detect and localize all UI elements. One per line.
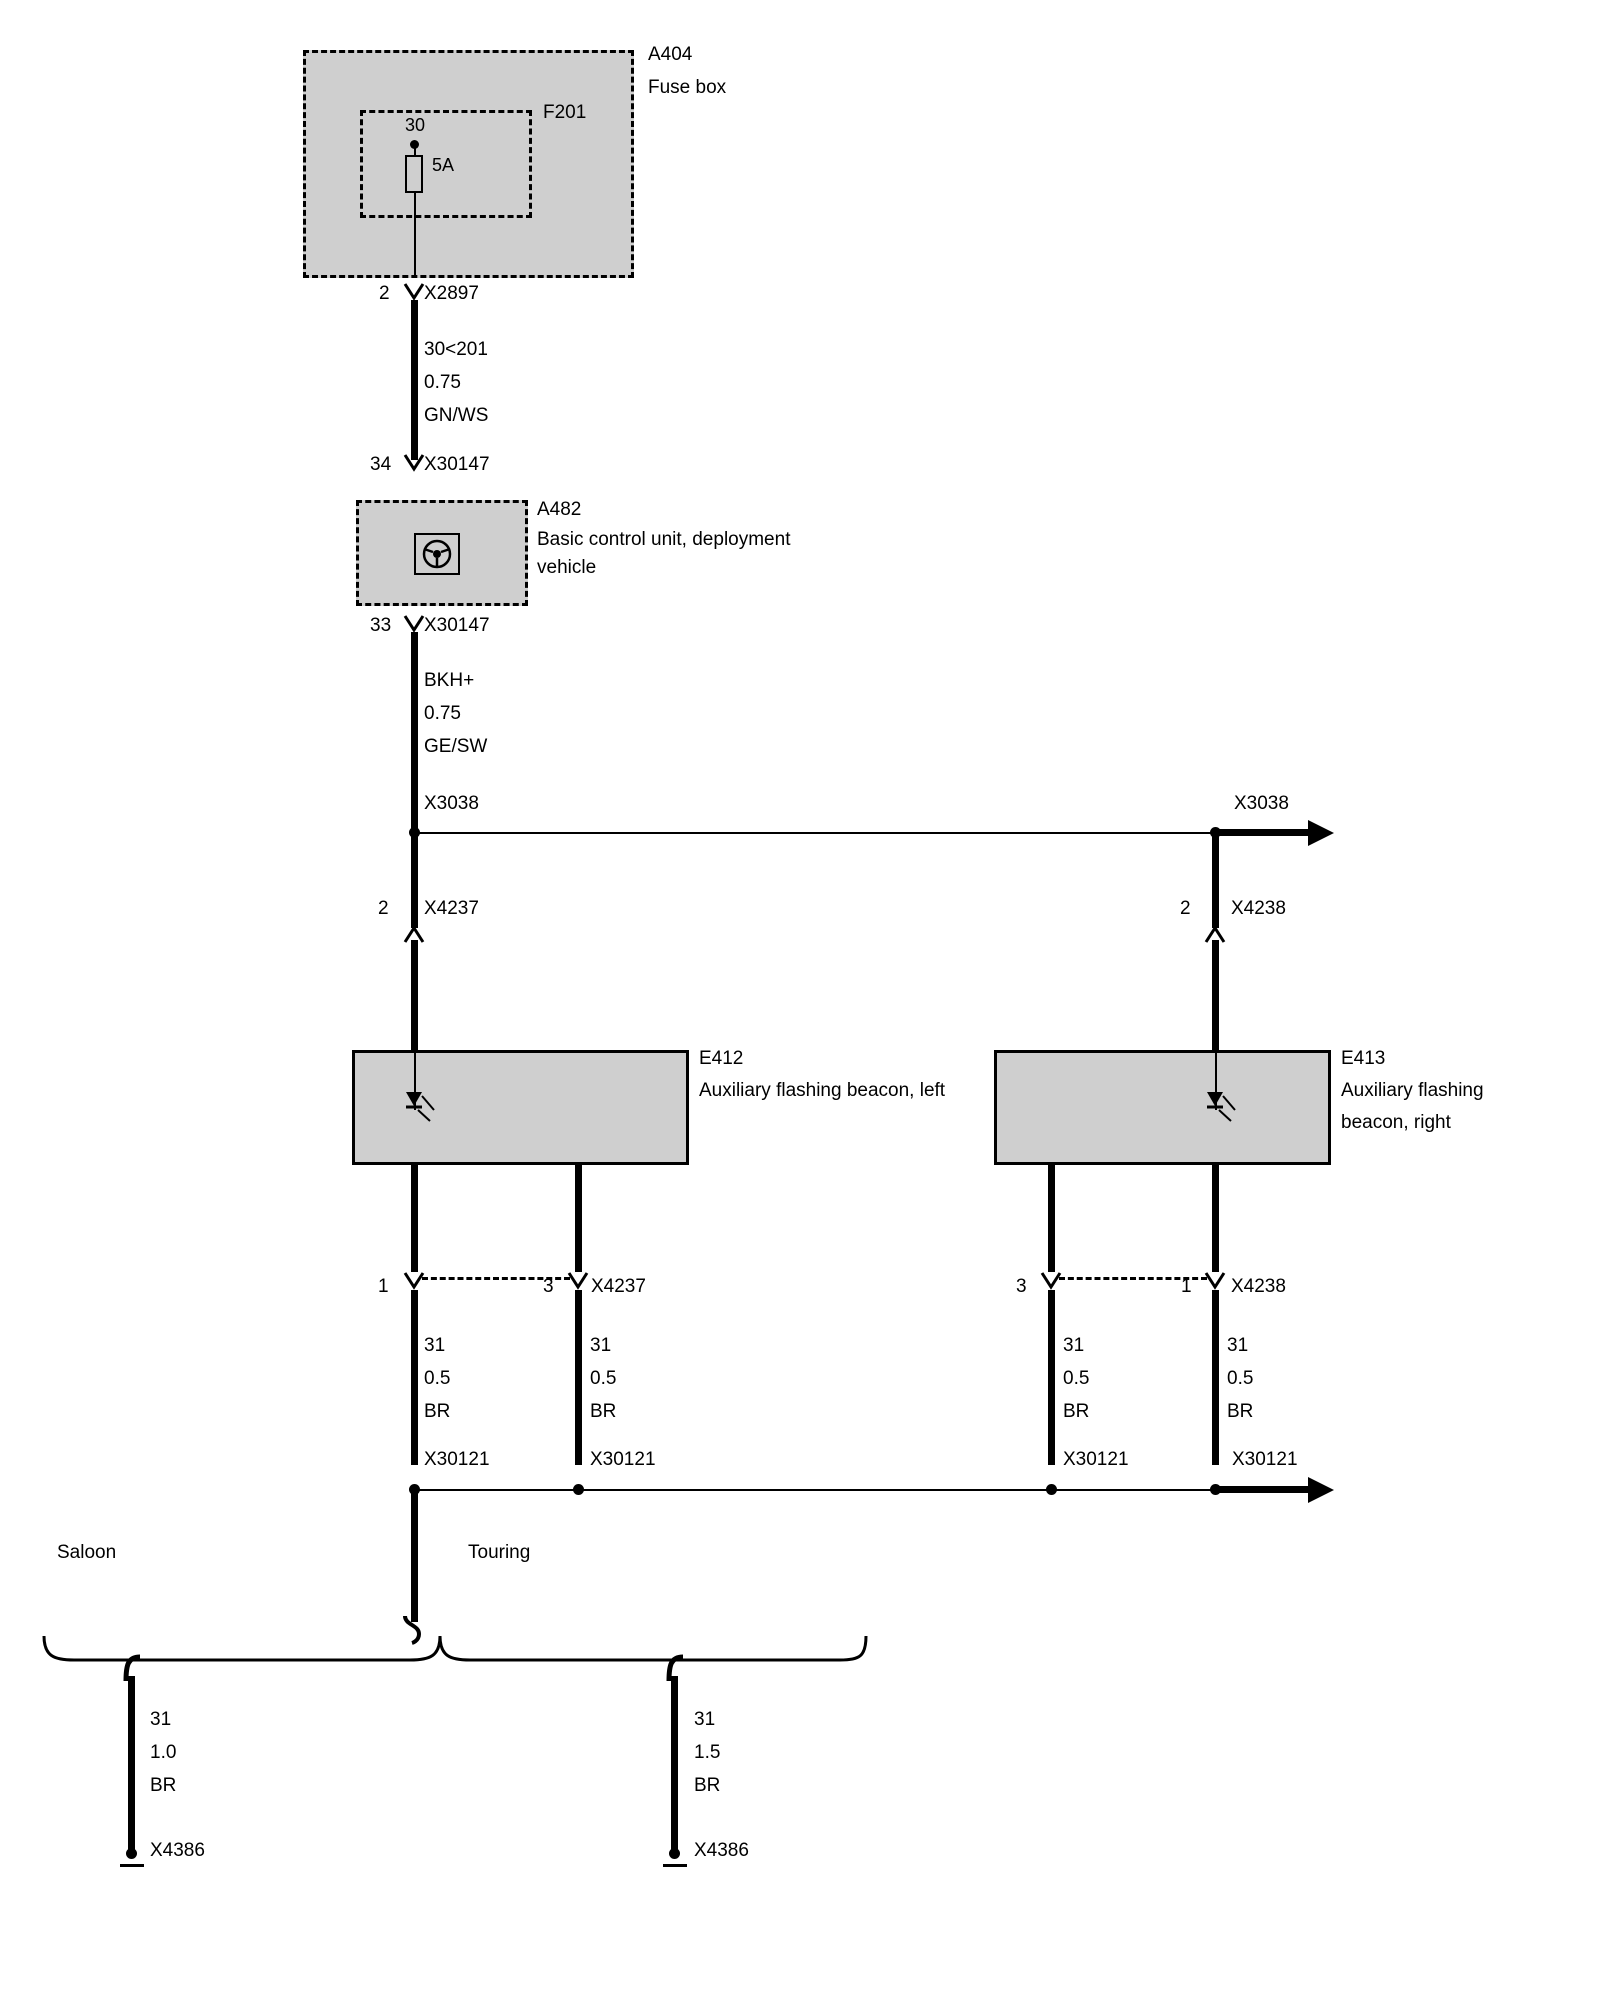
wire-w7 xyxy=(128,1676,135,1852)
wire-w6-colour: BR xyxy=(1227,1401,1254,1422)
wire-w1-size: 0.75 xyxy=(424,372,461,393)
connector-x3038-left-code: X3038 xyxy=(424,793,479,814)
connector-link-x4238 xyxy=(1059,1277,1207,1280)
bus-x30121-arrow xyxy=(1308,1477,1334,1503)
wire-x3038-to-x4238 xyxy=(1212,836,1219,928)
ground-point-saloon-dot xyxy=(126,1848,137,1859)
connector-x30147-34-code: X30147 xyxy=(424,454,490,475)
fuse-rating: 5A xyxy=(432,155,455,175)
led-icon-right xyxy=(1197,1088,1237,1124)
connector-x4237-1-symbol xyxy=(404,1272,424,1288)
wire-e413-pin3-leg xyxy=(1048,1162,1055,1272)
component-e413-name-line1: Auxiliary flashing xyxy=(1341,1080,1484,1101)
variant-brace xyxy=(40,1632,870,1682)
junction-dot-x30121-c xyxy=(1046,1484,1057,1495)
connector-x4237-2-code: X4237 xyxy=(424,898,479,919)
wire-w4-colour: BR xyxy=(590,1401,617,1422)
wire-w5 xyxy=(1048,1290,1055,1465)
wire-w2-size: 0.75 xyxy=(424,703,461,724)
wire-bus-to-splice xyxy=(411,1492,418,1622)
wire-w2-signal: BKH+ xyxy=(424,670,475,691)
connector-x4238-2-code: X4238 xyxy=(1231,898,1286,919)
connector-x30147-34-pin: 34 xyxy=(370,454,392,475)
component-f201-code: F201 xyxy=(543,102,587,123)
connector-x30147-33-code: X30147 xyxy=(424,615,490,636)
component-a482-name-line1: Basic control unit, deployment xyxy=(537,529,791,550)
bus-x3038-arrow xyxy=(1308,820,1334,846)
wire-w1-signal: 30<201 xyxy=(424,339,488,360)
connector-x4238-1-pin: 1 xyxy=(1181,1276,1192,1297)
wire-w4-size: 0.5 xyxy=(590,1368,617,1389)
wire-w2 xyxy=(411,632,418,832)
component-e412-name: Auxiliary flashing beacon, left xyxy=(699,1080,946,1101)
component-e413-beacon-right xyxy=(994,1050,1331,1165)
component-e413-name-line2: beacon, right xyxy=(1341,1112,1451,1133)
connector-link-x4237 xyxy=(422,1277,570,1280)
wire-w5-size: 0.5 xyxy=(1063,1368,1090,1389)
connector-x4237-3-code: X4237 xyxy=(591,1276,646,1297)
touring-wire-hook xyxy=(661,1655,697,1683)
connector-x4237-1-pin: 1 xyxy=(378,1276,389,1297)
wire-w2-colour: GE/SW xyxy=(424,736,488,757)
connector-x4238-3-pin: 3 xyxy=(1016,1276,1027,1297)
wire-x4238-to-e413 xyxy=(1212,940,1219,1055)
connector-x3038-right-code: X3038 xyxy=(1234,793,1289,814)
wire-w5-signal: 31 xyxy=(1063,1335,1085,1356)
junction-dot-x30121-b xyxy=(573,1484,584,1495)
connector-x4238-1-symbol xyxy=(1205,1272,1225,1288)
wire-w4 xyxy=(575,1290,582,1465)
ground-point-saloon-bar xyxy=(120,1864,144,1867)
ground-point-touring-dot xyxy=(669,1848,680,1859)
connector-x4386-touring-code: X4386 xyxy=(694,1840,749,1861)
component-a482-code: A482 xyxy=(537,499,582,520)
wire-x3038-to-x4237 xyxy=(411,836,418,928)
ground-point-touring-bar xyxy=(663,1864,687,1867)
connector-x4237-3-symbol xyxy=(568,1272,588,1288)
fuse-bottom-lead xyxy=(414,193,416,278)
wire-x4237-to-e412 xyxy=(411,940,418,1055)
connector-x30147-33-pin: 33 xyxy=(370,615,392,636)
wire-w6-size: 0.5 xyxy=(1227,1368,1254,1389)
bus-x3038 xyxy=(414,832,1220,834)
led-icon-left xyxy=(396,1088,436,1124)
wire-w4-signal: 31 xyxy=(590,1335,612,1356)
wire-w7-size: 1.0 xyxy=(150,1742,177,1763)
connector-x2897-pin: 2 xyxy=(379,283,390,304)
component-e412-code: E412 xyxy=(699,1048,744,1069)
wire-w3-size: 0.5 xyxy=(424,1368,451,1389)
wire-w8-size: 1.5 xyxy=(694,1742,721,1763)
wire-e412-pin3-leg xyxy=(575,1162,582,1272)
fuse-terminal-30: 30 xyxy=(405,115,426,135)
wire-e412-pin1-leg xyxy=(411,1162,418,1272)
wire-w7-colour: BR xyxy=(150,1775,177,1796)
connector-x30147-34-symbol xyxy=(404,454,424,470)
connector-x4237-2-pin: 2 xyxy=(378,898,389,919)
connector-x30121-c-code: X30121 xyxy=(1063,1449,1129,1470)
connector-x4386-saloon-code: X4386 xyxy=(150,1840,205,1861)
variant-label-touring: Touring xyxy=(468,1542,531,1563)
wire-e413-pin1-leg xyxy=(1212,1162,1219,1272)
wire-w8 xyxy=(671,1676,678,1852)
connector-x4238-1-code: X4238 xyxy=(1231,1276,1286,1297)
connector-x30121-d-code: X30121 xyxy=(1232,1449,1298,1470)
connector-x2897-symbol xyxy=(404,283,424,299)
fuse-body-icon xyxy=(405,155,423,193)
wire-w3-colour: BR xyxy=(424,1401,451,1422)
connector-x30147-33-symbol xyxy=(404,615,424,631)
wire-w5-colour: BR xyxy=(1063,1401,1090,1422)
wire-w8-colour: BR xyxy=(694,1775,721,1796)
connector-x4238-3-symbol xyxy=(1041,1272,1061,1288)
connector-x4238-2-pin: 2 xyxy=(1180,898,1191,919)
component-a404-name: Fuse box xyxy=(648,77,727,98)
bus-x30121-exit xyxy=(1215,1486,1311,1493)
wire-w1-colour: GN/WS xyxy=(424,405,489,426)
component-e413-code: E413 xyxy=(1341,1048,1386,1069)
connector-x30121-b-code: X30121 xyxy=(590,1449,656,1470)
wire-w6 xyxy=(1212,1290,1219,1465)
component-a482-name-line2: vehicle xyxy=(537,557,597,578)
wire-w3 xyxy=(411,1290,418,1465)
wire-w6-signal: 31 xyxy=(1227,1335,1249,1356)
bus-x30121 xyxy=(414,1489,1220,1491)
saloon-wire-hook xyxy=(118,1655,154,1683)
connector-x2897-code: X2897 xyxy=(424,283,479,304)
component-a404-code: A404 xyxy=(648,44,693,65)
wire-w7-signal: 31 xyxy=(150,1709,172,1730)
connector-x30121-a-code: X30121 xyxy=(424,1449,490,1470)
wire-w1 xyxy=(411,300,418,460)
wire-w3-signal: 31 xyxy=(424,1335,446,1356)
connector-x4237-3-pin: 3 xyxy=(543,1276,554,1297)
bus-x3038-exit xyxy=(1215,829,1311,836)
variant-label-saloon: Saloon xyxy=(57,1542,117,1563)
wire-w8-signal: 31 xyxy=(694,1709,716,1730)
steering-wheel-icon xyxy=(414,533,460,575)
